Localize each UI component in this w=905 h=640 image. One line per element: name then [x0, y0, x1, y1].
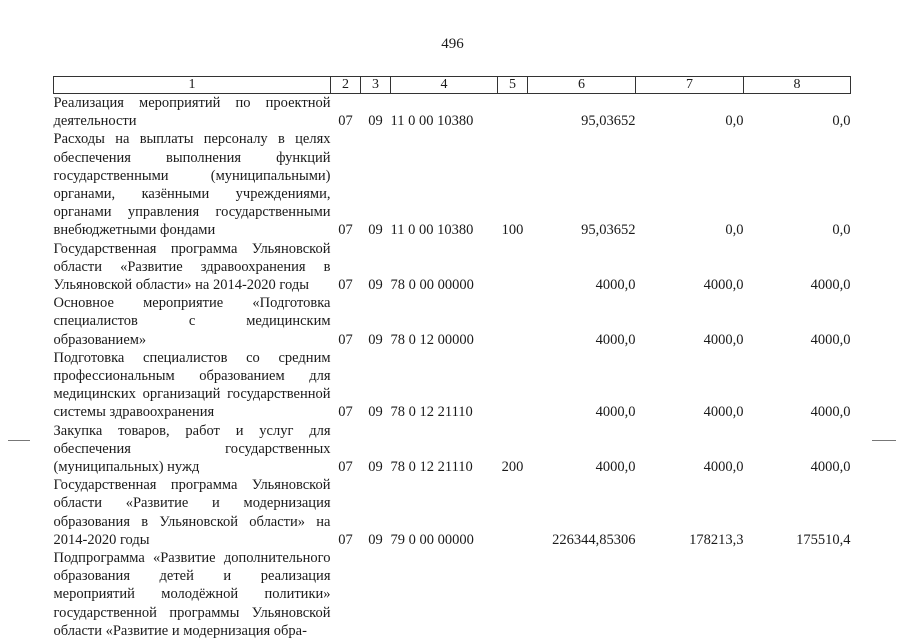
row-target-code: 11 0 00 10380: [390, 222, 474, 239]
header-col-1: 1: [54, 77, 331, 94]
row-expense-type: [498, 240, 528, 295]
row-description: Подпрограмма «Развитие дополнительного образования детей и реализация мероприятий молодёжной политики» государственной программы Ульяновской области «Развитие и модернизация обра-: [53, 550, 331, 639]
row-amount-col8: 175510,4: [796, 531, 851, 548]
row-amount-col6: 95,03652: [581, 113, 636, 130]
row-amount-col7: 4000,0: [703, 277, 744, 294]
header-col-7: 7: [636, 77, 744, 94]
row-description: Закупка товаров, работ и услуг для обеспечения государственных (муниципальных) нужд: [53, 422, 331, 476]
page-number: 496: [441, 36, 464, 52]
scan-artifact-line: [872, 440, 896, 441]
row-subsection: 09: [368, 113, 383, 130]
row-subsection: 09: [368, 404, 383, 421]
row-section: [331, 549, 361, 640]
row-expense-type: [498, 349, 528, 422]
row-target-code: 79 0 00 00000: [390, 531, 474, 548]
table-row: [54, 422, 851, 477]
row-description: Подготовка специалистов со средним профессиональным образованием для медицинских организаций государственной системы здравоохранения: [53, 349, 331, 421]
row-expense-type: [498, 94, 528, 131]
row-expense-type: 200: [501, 459, 524, 476]
row-subsection: [361, 549, 391, 640]
table-row: [54, 549, 851, 640]
row-amount-col7: 4000,0: [703, 331, 744, 348]
row-amount-col7: 178213,3: [689, 531, 744, 548]
header-col-6: 6: [528, 77, 636, 94]
row-subsection: 09: [368, 222, 383, 239]
row-expense-type: [498, 294, 528, 349]
row-expense-type: [498, 549, 528, 640]
row-amount-col6: 226344,85306: [552, 531, 636, 548]
row-description: Расходы на выплаты персоналу в целях обеспечения выполнения функций государственными (муниципальными) органами, казёнными учреждениями, органами управления государственными внебюджетными фондами: [53, 131, 331, 239]
row-expense-type: 100: [501, 222, 524, 239]
row-target-code: 11 0 00 10380: [390, 113, 474, 130]
row-amount-col6: 4000,0: [595, 331, 636, 348]
row-amount-col7: 0,0: [725, 222, 744, 239]
row-amount-col8: 4000,0: [810, 331, 851, 348]
row-amount-col6: 95,03652: [581, 222, 636, 239]
scan-artifact-line: [8, 440, 30, 441]
row-amount-col7: 0,0: [725, 113, 744, 130]
row-section: 07: [338, 113, 353, 130]
row-section: 07: [338, 331, 353, 348]
row-amount-col8: 4000,0: [810, 404, 851, 421]
row-description: Государственная программа Ульяновской области «Развитие здравоохранения в Ульяновской области» на 2014-2020 годы: [53, 240, 331, 294]
table-row: [54, 130, 851, 239]
row-amount-col8: 0,0: [832, 113, 851, 130]
row-amount-col8: 4000,0: [810, 277, 851, 294]
table-header-row: [54, 77, 851, 94]
header-col-3: 3: [361, 77, 391, 94]
row-amount-col6: 4000,0: [595, 459, 636, 476]
row-target-code: 78 0 12 00000: [390, 331, 474, 348]
row-section: 07: [338, 531, 353, 548]
budget-table: [53, 76, 851, 640]
row-target-code: 78 0 12 21110: [390, 404, 473, 421]
table-row: [54, 476, 851, 549]
row-section: 07: [338, 404, 353, 421]
row-amount-col7: [636, 549, 744, 640]
row-amount-col8: 0,0: [832, 222, 851, 239]
row-amount-col7: 4000,0: [703, 404, 744, 421]
row-description: Государственная программа Ульяновской области «Развитие и модернизация образования в Ульяновской области» на 2014-2020 годы: [53, 477, 331, 548]
row-target-code: [391, 549, 498, 640]
row-subsection: 09: [368, 459, 383, 476]
row-description: Реализация мероприятий по проектной деятельности: [53, 95, 331, 130]
row-description: Основное мероприятие «Подготовка специалистов с медицинским образованием»: [53, 295, 331, 348]
row-amount-col8: [744, 549, 851, 640]
row-subsection: 09: [368, 277, 383, 294]
header-col-5: 5: [498, 77, 528, 94]
row-section: 07: [338, 277, 353, 294]
row-amount-col7: 4000,0: [703, 459, 744, 476]
row-section: 07: [338, 222, 353, 239]
row-target-code: 78 0 00 00000: [390, 277, 474, 294]
table-row: [54, 240, 851, 295]
row-amount-col6: 4000,0: [595, 404, 636, 421]
header-col-8: 8: [744, 77, 851, 94]
table-row: [54, 349, 851, 422]
header-col-4: 4: [391, 77, 498, 94]
table-row: [54, 294, 851, 349]
row-amount-col6: [528, 549, 636, 640]
row-expense-type: [498, 476, 528, 549]
row-subsection: 09: [368, 331, 383, 348]
row-amount-col6: 4000,0: [595, 277, 636, 294]
header-col-2: 2: [331, 77, 361, 94]
table-row: [54, 94, 851, 131]
row-section: 07: [338, 459, 353, 476]
row-amount-col8: 4000,0: [810, 459, 851, 476]
row-target-code: 78 0 12 21110: [390, 459, 473, 476]
row-subsection: 09: [368, 531, 383, 548]
